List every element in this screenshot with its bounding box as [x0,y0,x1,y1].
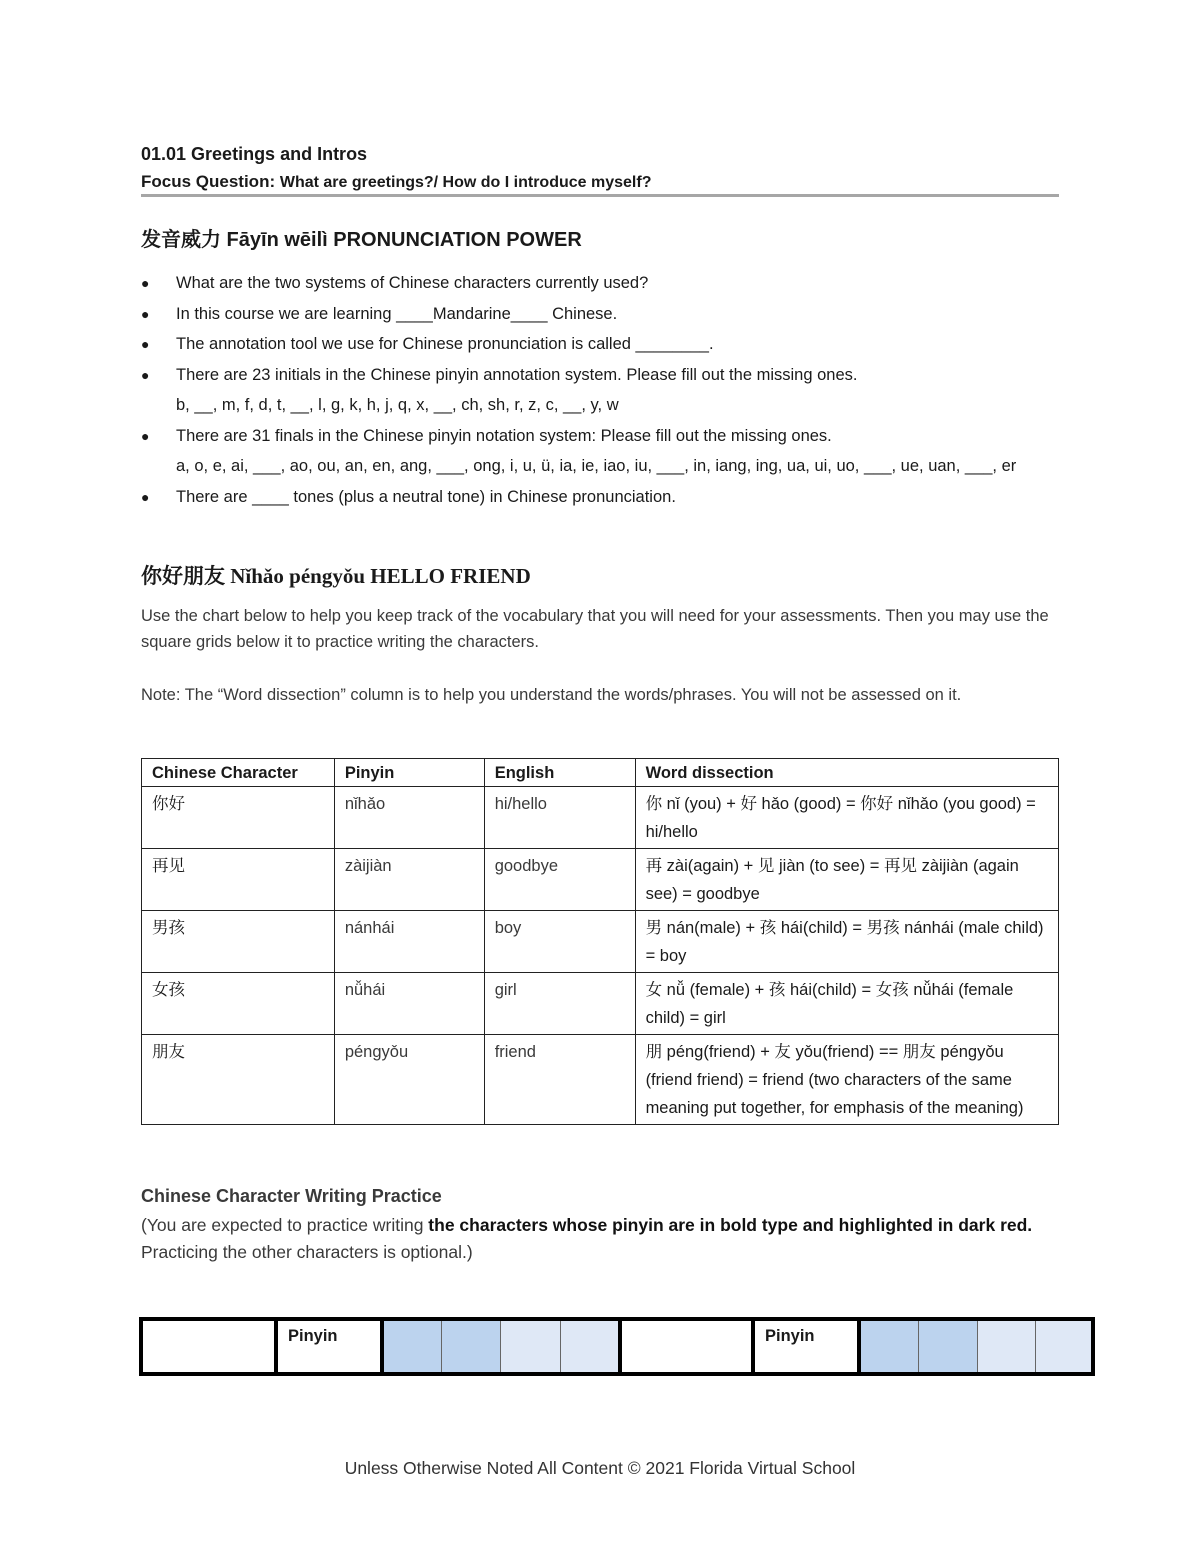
dissection-cell: 朋 péng(friend) + 友 yǒu(friend) == 朋友 péngyǒu (friend friend) = friend (two characters of the same meaning put together, for emphasis of the meaning) [635,1035,1058,1125]
table-row [142,973,1059,1035]
focus-question [141,172,651,192]
english-cell: hi/hello [484,787,635,849]
pinyin-cell: zàijiàn [334,849,484,911]
dissection-cell: 男 nán(male) + 孩 hái(child) = 男孩 nánhái (male child) = boy [635,911,1058,973]
focus-question-text: What are greetings?/ How do I introduce myself? [279,174,652,191]
dissection-cell: 女 nǚ (female) + 孩 hái(child) = 女孩 nǚhái (female child) = girl [635,973,1058,1035]
character-cell: 你好 [142,787,335,849]
page-footer: Unless Otherwise Noted All Content © 2021 Florida Virtual School [344,1458,856,1478]
section-title-pronunciation: 发音威力 Fāyīn wēilì PRONUNCIATION POWER [141,229,582,251]
grid-pinyin-label: Pinyin [278,1321,384,1372]
list-item: ● In this course we are learning ____Mandarine____ Chinese. [141,299,1071,330]
character-cell: 男孩 [142,911,335,973]
english-cell: friend [484,1035,635,1125]
pinyin-cell: péngyǒu [334,1035,484,1125]
english-cell: boy [484,911,635,973]
bullet-icon: ● [141,275,150,291]
writing-practice-title: Chinese Character Writing Practice [141,1186,442,1206]
grid-practice-cell[interactable] [861,1321,919,1372]
bullet-icon: ● [141,366,150,383]
column-header: English [484,759,635,787]
column-header: Word dissection [635,759,1058,787]
grid-character-cell[interactable] [622,1321,755,1372]
column-header: Chinese Character [142,759,335,787]
character-cell: 女孩 [142,973,335,1035]
writing-practice-grid [139,1317,1095,1376]
grid-practice-cell[interactable] [978,1321,1036,1372]
table-row [142,849,1059,911]
table-row [142,1035,1059,1125]
bullet-icon: ● [141,427,150,444]
focus-label: Focus Question: [141,172,276,191]
list-item: ● What are the two systems of Chinese characters currently used? [141,268,1071,299]
pinyin-cell: nǐhǎo [334,787,484,849]
grid-practice-cell[interactable] [384,1321,442,1372]
table-row [142,787,1059,849]
grid-practice-cell[interactable] [501,1321,561,1372]
emphasis-text: the characters whose pinyin are in bold type and highlighted in dark red. [428,1215,1033,1235]
lesson-title: 01.01 Greetings and Intros [141,144,368,164]
header-divider [141,194,1059,197]
pinyin-cell: nǚhái [334,973,484,1035]
vocabulary-table [141,758,1059,1125]
character-cell: 朋友 [142,1035,335,1125]
bullet-icon: ● [141,336,150,352]
list-item: ● There are 31 finals in the Chinese pinyin notation system: Please fill out the missing ones. a, o, e, ai, ___, ao, ou, an, en, ang, ___, ong, i, u, ü, ia, ie, iao, iu, ___, in, iang, ing, ua, ui, uo, ___, ue, uan, ___, er [141,421,1071,482]
list-item: ● There are 23 initials in the Chinese pinyin annotation system. Please fill out the missing ones. b, __, m, f, d, t, __, l, g, k, h, j, q, x, __, ch, sh, r, z, c, __, y, w [141,360,1071,421]
table-header-row [142,759,1059,787]
grid-practice-cell[interactable] [561,1321,622,1372]
english-cell: girl [484,973,635,1035]
pinyin-cell: nánhái [334,911,484,973]
column-header: Pinyin [334,759,484,787]
dissection-cell: 再 zài(again) + 见 jiàn (to see) = 再见 zàijiàn (again see) = goodbye [635,849,1058,911]
english-cell: goodbye [484,849,635,911]
writing-practice-description: (You are expected to practice writing the characters whose pinyin are in bold type and highlighted in dark red. Practicing the other characters is optional.) [141,1215,1033,1262]
list-item: ● The annotation tool we use for Chinese pronunciation is called ________. [141,329,1071,360]
dissection-cell: 你 nǐ (you) + 好 hǎo (good) = 你好 nǐhǎo (you good) = hi/hello [635,787,1058,849]
grid-practice-cell[interactable] [442,1321,501,1372]
intro-paragraph: Use the chart below to help you keep track of the vocabulary that you will need for your assessments. Then you may use the square grids below it to practice writing the characters. [141,607,1049,651]
finals-line: a, o, e, ai, ___, ao, ou, an, en, ang, ___, ong, i, u, ü, ia, ie, iao, iu, ___, in, iang, ing, ua, ui, uo, ___, ue, uan, ___, er [176,457,1017,475]
character-cell: 再见 [142,849,335,911]
initials-line: b, __, m, f, d, t, __, l, g, k, h, j, q, x, __, ch, sh, r, z, c, __, y, w [176,396,619,414]
bullet-icon: ● [141,305,150,322]
bullet-icon: ● [141,488,150,505]
table-row [142,911,1059,973]
grid-practice-cell[interactable] [919,1321,978,1372]
grid-practice-cell[interactable] [1036,1321,1091,1372]
pronunciation-question-list [141,268,1071,512]
grid-pinyin-label: Pinyin [755,1321,861,1372]
grid-character-cell[interactable] [143,1321,278,1372]
note-paragraph: Note: The “Word dissection” column is to help you understand the words/phrases. You will not be assessed on it. [141,686,962,704]
list-item: ● There are ____ tones (plus a neutral tone) in Chinese pronunciation. [141,482,1071,513]
section-title-hello-friend: 你好朋友 Nǐhǎo péngyǒu HELLO FRIEND [141,564,531,588]
